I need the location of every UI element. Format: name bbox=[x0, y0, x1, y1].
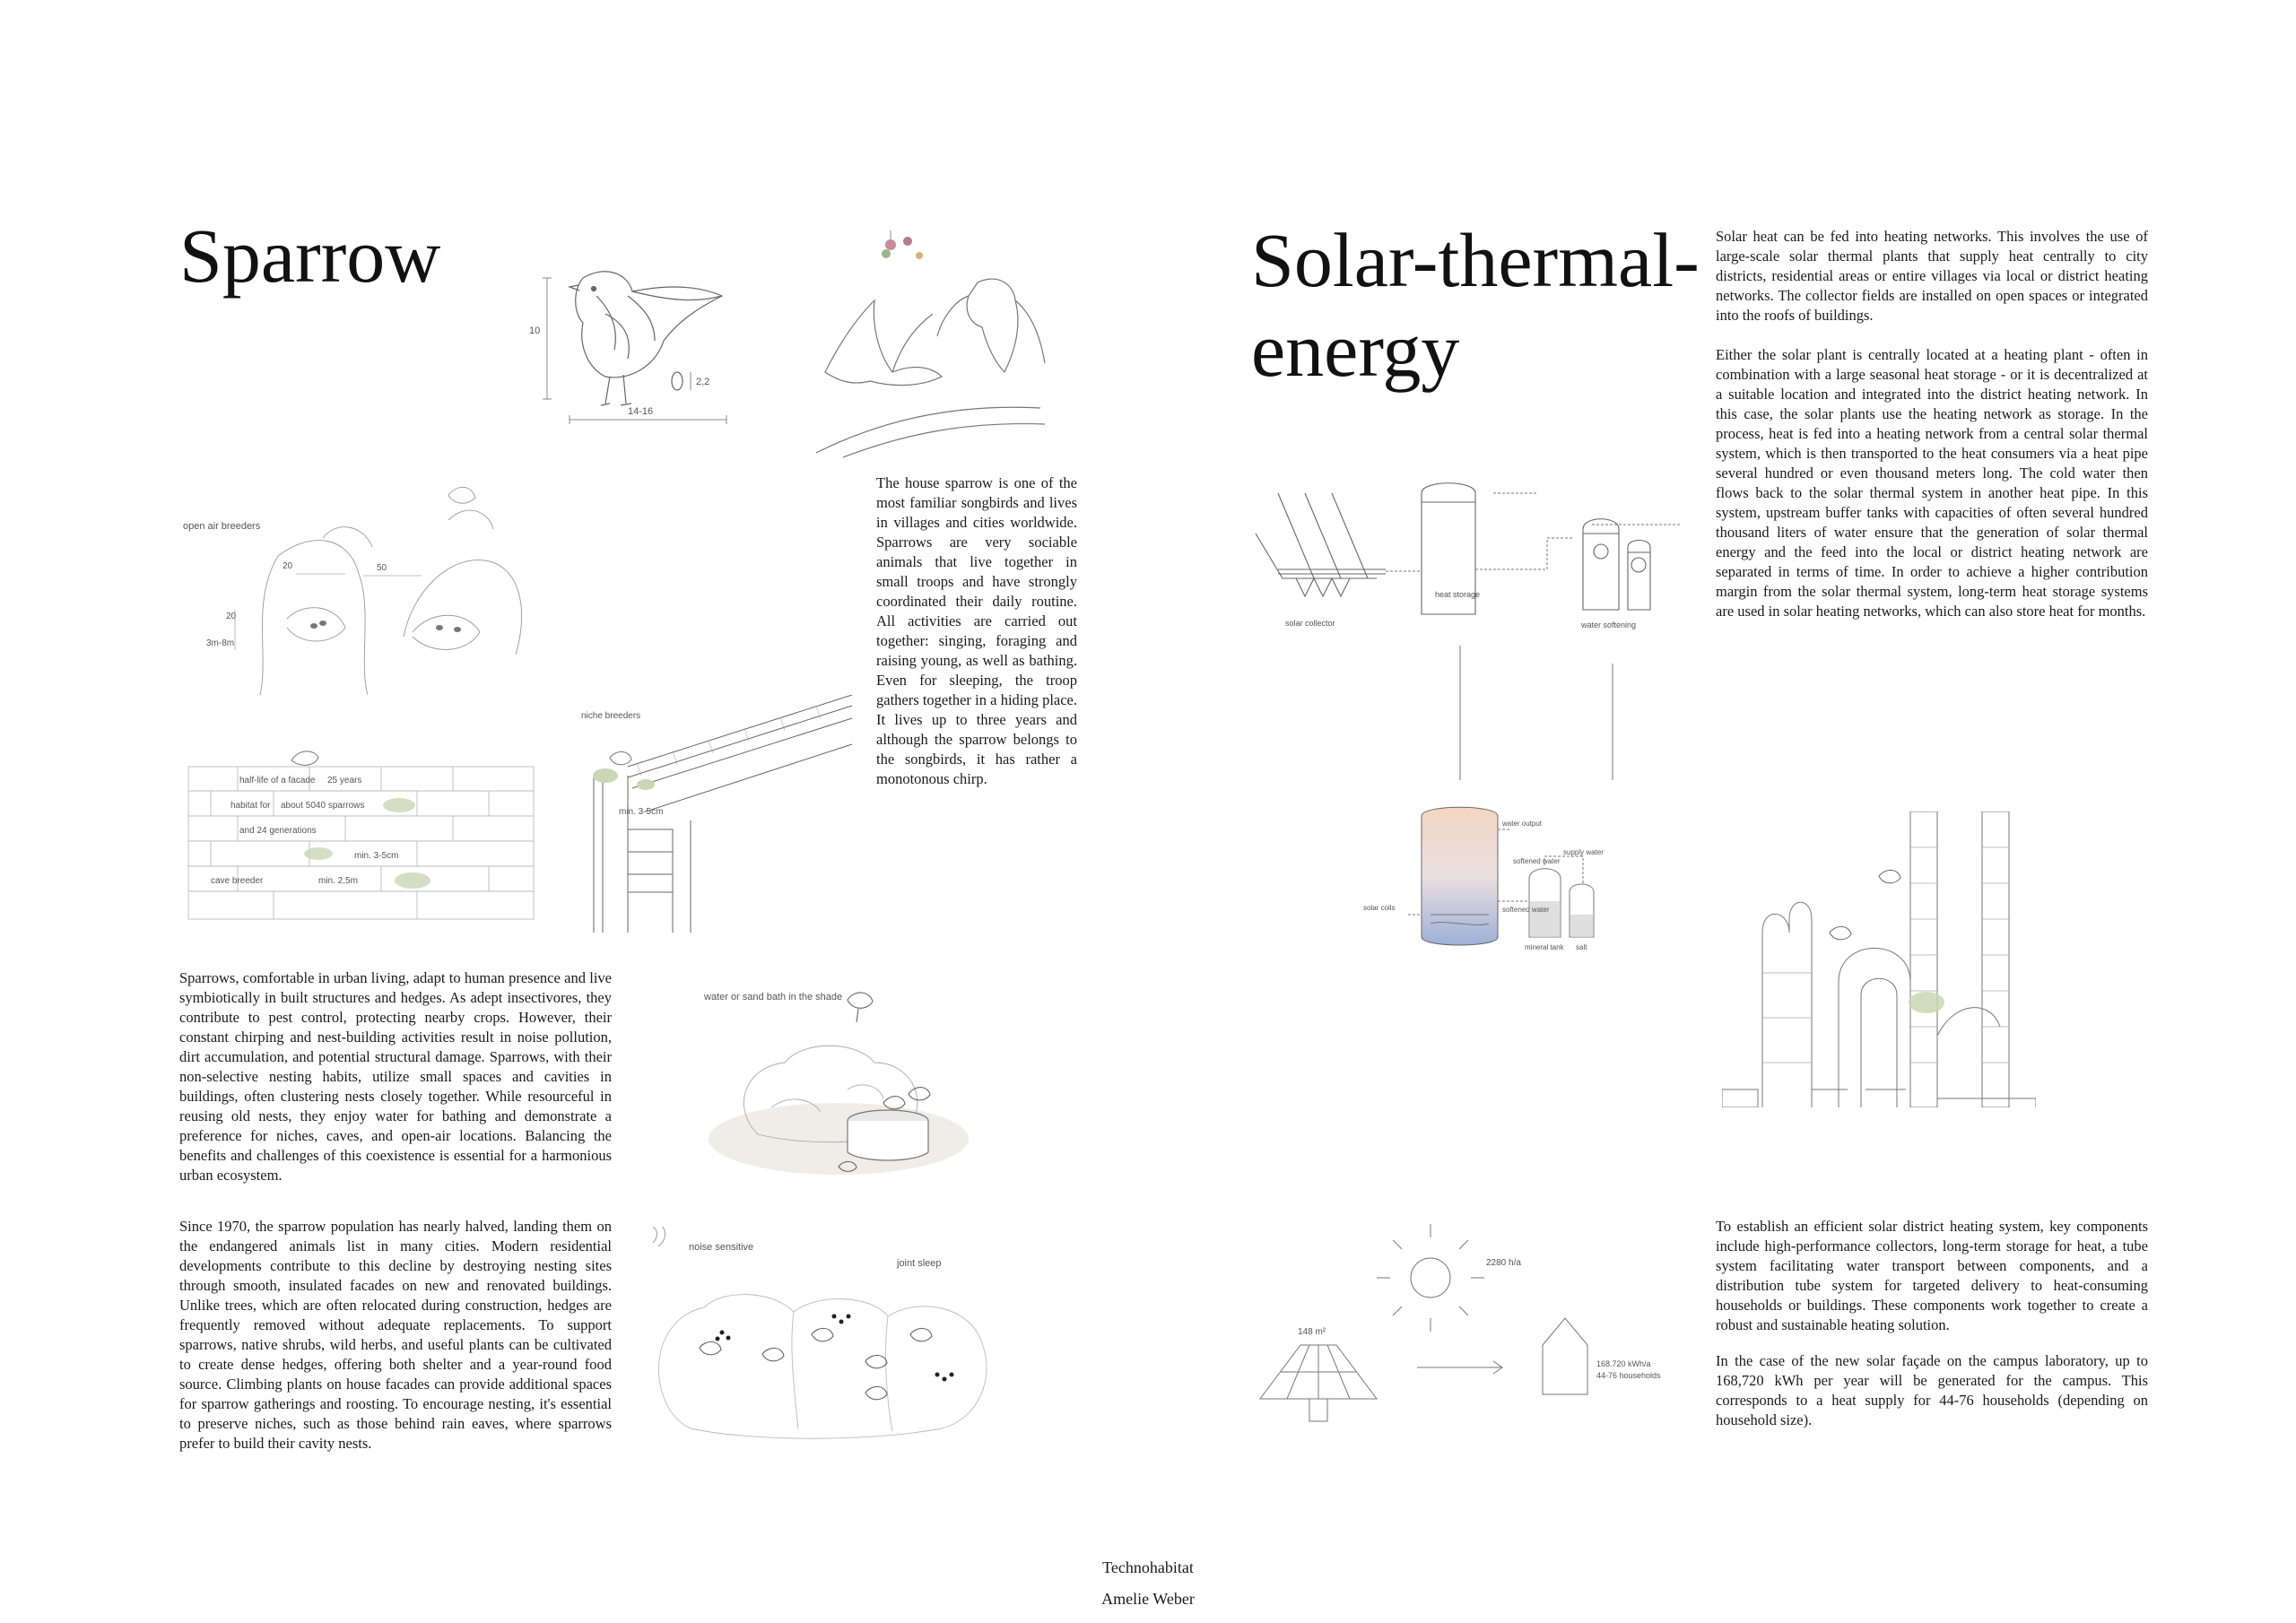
wall-cave-value: min. 2,5m bbox=[318, 876, 358, 886]
solar-paragraph-4: In the case of the new solar façade on the campus laboratory, up to 168,720 kWh per year will be generated for the campus. This corresponds to a heat supply for 44-76 households (depending on household size). bbox=[1716, 1352, 2148, 1428]
sleep-label: joint sleep bbox=[897, 1258, 942, 1269]
open-air-breeders-drawing bbox=[179, 475, 538, 699]
joint-sleep-drawing bbox=[646, 1227, 996, 1446]
energy-yield-diagram bbox=[1251, 1219, 1691, 1426]
solar-paragraph-1: Solar heat can be fed into heating networks. This involves the use of large-scale solar thermal plants that supply heat centrally to city districts, residential areas or entire villages via local or district heating networks. The collector fields are installed on open spaces or integrated into the roofs of buildings. bbox=[1716, 228, 2148, 324]
open-air-d3: 20 bbox=[226, 612, 237, 621]
wall-halflife-value: 25 years bbox=[327, 776, 362, 785]
footer-project: Technohabitat bbox=[1102, 1558, 1194, 1576]
dim-width: 14-16 bbox=[628, 406, 654, 417]
sleeping-sparrow-icon-2 bbox=[762, 1348, 784, 1360]
arrow-right-icon bbox=[1417, 1361, 1502, 1374]
label-supply-water: supply water bbox=[1563, 848, 1604, 856]
sleeping-sparrow-icon-5 bbox=[910, 1328, 932, 1341]
label-mineral-tank: mineral tank bbox=[1525, 943, 1564, 951]
flying-sparrow-left-icon bbox=[825, 300, 942, 386]
wall-habitat-value: about 5040 sparrows bbox=[281, 801, 365, 811]
house-sparrow-paragraph: The house sparrow is one of the most familiar songbirds and lives in villages and cities worldwide. Sparrows are very sociable animals that live together in small troops and have strongly coordinated their daily routine. All activities are carried out together: singing, foraging and raising young, as well as bathing. Even for sleeping, the troop gathers together in a hiding place. It lives up to three years and although the sparrow belongs to the songbirds, it has rather a monotonous chirp. bbox=[876, 474, 1077, 787]
energy-output-kwh: 168.720 kWh/a bbox=[1596, 1359, 1651, 1368]
solar-paragraph-2: Either the solar plant is centrally located at a heating plant - often in combination with a large seasonal heat storage - or it is decentralized at a suitable location and integrated into the district heating network. In this case, the solar plants use the heating network as storage. In the process, heat is fed into a heating network from a central solar thermal system, which is then transported to the heat consumers via a heat pipe several hundred or even thousand meters long. The cold water then flows back to the solar thermal system in another heat pipe. In this system, upstream buffer tanks with capacities of often several hundred thousand liters of water ensure that the generation of solar thermal energy and the feed into the local or district heating network are separated in terms of time. In order to achieve a higher contribution margin from the solar thermal system, long-term heat storage systems are used in solar heating networks, which can also store heat for months. bbox=[1716, 346, 2148, 620]
pipe-structure-drawing bbox=[1722, 812, 2036, 1107]
brick-wall-drawing bbox=[184, 726, 538, 928]
sleeping-sparrow-icon-6 bbox=[865, 1386, 887, 1399]
sparrow-bath-icon-3 bbox=[909, 1088, 930, 1100]
noise-waves-icon bbox=[653, 1227, 665, 1246]
urban-sparrow-paragraph: Sparrows, comfortable in urban living, adapt to human presence and live symbiotically in built structures and hedges. As adept insectivores, they contribute to pest control, protecting nearby crops. However, their constant chirping and nest-building activities result in noise pollution, dirt accumulation, and potential structural damage. Sparrows, with their non-selective nesting habits, utilize small spaces and cavities in buildings, often clustering nests closely together. While resourceful in reusing old nests, they enjoy water for bathing and demonstrate a preference for niches, caves, and open-air locations. Balancing the benefits and challenges of this coexistence is essential for a harmonious urban ecosystem. bbox=[179, 969, 612, 1184]
footer-author: Amelie Weber bbox=[1101, 1590, 1195, 1608]
water-tank-diagram bbox=[1359, 803, 1619, 955]
wall-cave-label: cave breeder bbox=[211, 876, 264, 886]
wall-habitat-label: habitat for bbox=[230, 801, 271, 811]
sleeping-sparrow-icon-1 bbox=[700, 1341, 721, 1354]
collector-label: solar collector bbox=[1285, 619, 1335, 628]
label-water-output: water output bbox=[1502, 820, 1543, 828]
niche-min: min. 3-5cm bbox=[619, 807, 664, 817]
wall-generations: and 24 generations bbox=[239, 826, 317, 836]
sparrow-perched-icon bbox=[448, 487, 475, 503]
open-air-label: open air breeders bbox=[183, 521, 261, 532]
energy-area: 148 m² bbox=[1298, 1327, 1326, 1337]
wall-min1: min. 3-5cm bbox=[354, 851, 399, 861]
bath-drawing bbox=[704, 973, 991, 1188]
niche-label: niche breeders bbox=[581, 711, 641, 721]
solar-heat-storage-diagram bbox=[1251, 475, 1691, 637]
sleeping-sparrow-icon-4 bbox=[865, 1355, 887, 1367]
open-air-d2: 50 bbox=[377, 563, 387, 573]
solar-paragraph-3: To establish an efficient solar district heating system, key components include high-performance collectors, long-term storage for heat, a tube system facilitating water transport between components, and a distribution tube system for targeted delivery to heat-consuming households or buildings. These components work together to create a robust and sustainable heating solution. bbox=[1716, 1218, 2148, 1333]
label-softened-water-1: softened water bbox=[1513, 857, 1561, 865]
sparrow-on-wall-icon bbox=[291, 751, 318, 765]
label-salt: salt bbox=[1576, 943, 1587, 951]
sparrow-pipe-icon-1 bbox=[1879, 870, 1900, 882]
nest-icon bbox=[1909, 992, 1944, 1013]
wall-halflife-label: half-life of a facade bbox=[239, 776, 316, 785]
dim-egg: 2,2 bbox=[696, 377, 710, 387]
sparrow-niche-icon bbox=[610, 751, 631, 764]
noise-label: noise sensitive bbox=[689, 1242, 754, 1253]
energy-output-households: 44-76 households bbox=[1596, 1371, 1661, 1380]
label-softened-water-2: softened water bbox=[1502, 906, 1550, 914]
sleeping-sparrow-icon-3 bbox=[812, 1328, 833, 1341]
diagram-connectors bbox=[1453, 641, 1623, 785]
storage-label: heat storage bbox=[1435, 590, 1481, 599]
flying-sparrows-drawing bbox=[807, 229, 1054, 462]
open-air-d1: 20 bbox=[283, 561, 293, 571]
sparrow-pipe-icon-2 bbox=[1830, 926, 1851, 939]
flying-sparrow-right-icon bbox=[967, 279, 1018, 372]
softening-label: water softening bbox=[1581, 621, 1637, 629]
house-icon bbox=[1543, 1318, 1587, 1394]
solar-panel-icon bbox=[1260, 1345, 1377, 1421]
solar-title: Solar-thermal-energy bbox=[1251, 217, 1700, 393]
open-air-height: 3m-8m bbox=[206, 638, 235, 648]
solar-collector-icon bbox=[1256, 493, 1386, 596]
niche-breeders-drawing bbox=[574, 695, 861, 933]
bath-label: water or sand bath in the shade bbox=[704, 992, 843, 1002]
sparrow-dimension-drawing bbox=[520, 260, 744, 430]
sun-icon bbox=[1377, 1224, 1484, 1332]
berries-icon bbox=[882, 230, 923, 259]
label-solar-coil: solar coils bbox=[1363, 904, 1396, 912]
energy-hours: 2280 h/a bbox=[1486, 1258, 1521, 1268]
water-softening-icon bbox=[1583, 519, 1650, 610]
sparrow-decline-paragraph: Since 1970, the sparrow population has nearly halved, landing them on the endangered animals list in many cities. Modern residential developments contribute to this decline by destroying nesting sites through smooth, insulated facades on new and renovated buildings. Unlike trees, which are often relocated during construction, hedges are frequently removed without adequate replacements. To support sparrows, native shrubs, wild herbs, and useful plants can be cultivated to create dense hedges, offering both shelter and a year-round food source. Climbing plants on house facades can provide additional spaces for sparrow gatherings and roosting. To encourage nesting, it's essential to preserve niches, such as those behind rain eaves, where sparrows prefer to build their cavity nests. bbox=[179, 1218, 612, 1452]
sparrow-title: Sparrow bbox=[179, 213, 441, 299]
dim-height: 10 bbox=[529, 325, 541, 336]
sparrow-bath-icon-1 bbox=[848, 993, 873, 1008]
